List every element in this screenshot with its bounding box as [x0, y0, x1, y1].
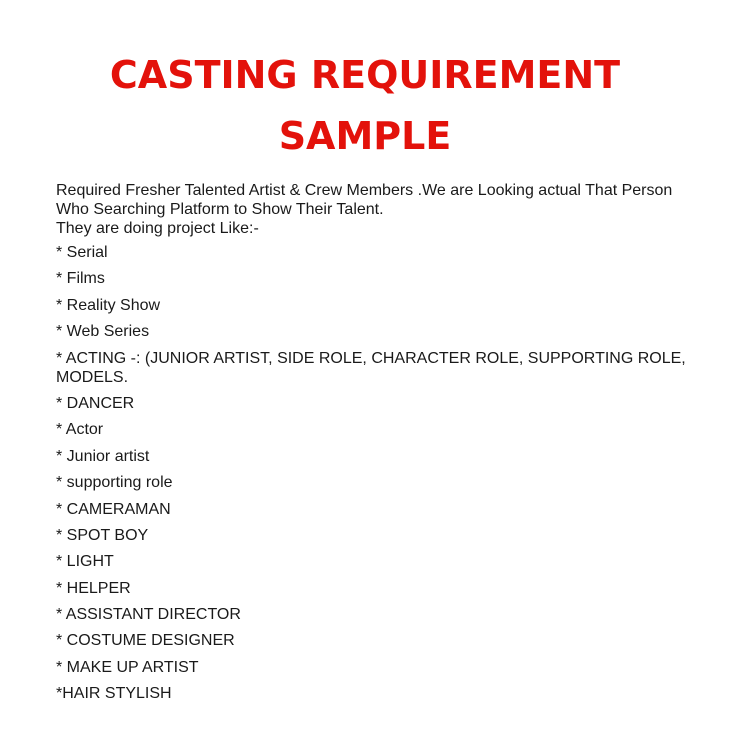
list-item: * Reality Show [56, 296, 161, 314]
list-item: *HAIR STYLISH [56, 685, 172, 703]
list-item: * Serial [56, 244, 108, 261]
intro-lead: They are doing project Like:- [56, 220, 259, 237]
list-item: * Junior artist [56, 447, 150, 465]
list-item: * HELPER [56, 579, 131, 597]
list-item: * COSTUME DESIGNER [56, 632, 235, 650]
list-item: * Actor [56, 421, 104, 439]
list-item: * Web Series [56, 323, 150, 341]
intro-text [56, 181, 706, 238]
list-item: * ACTING -: (JUNIOR ARTIST, SIDE ROLE, CHARACTER ROLE, SUPPORTING ROLE, MODELS. [56, 349, 686, 386]
list-item: * SPOT BOY [56, 526, 149, 544]
list-item: * supporting role [56, 474, 173, 492]
list-item: * Films [56, 270, 105, 288]
list-item: * DANCER [56, 394, 135, 412]
list-item: * LIGHT [56, 553, 114, 571]
list-item: * MAKE UP ARTIST [56, 658, 199, 676]
page-title-line-1: CASTING REQUIREMENT [109, 53, 621, 97]
page-title-line-2: SAMPLE [278, 114, 452, 158]
intro-paragraph: Required Fresher Talented Artist & Crew Members .We are Looking actual That Person Who Searching Platform to Show Their Talent. [56, 182, 673, 218]
list-item: * ASSISTANT DIRECTOR [56, 606, 241, 624]
list-item: * CAMERAMAN [56, 500, 171, 518]
project-list [56, 243, 706, 711]
